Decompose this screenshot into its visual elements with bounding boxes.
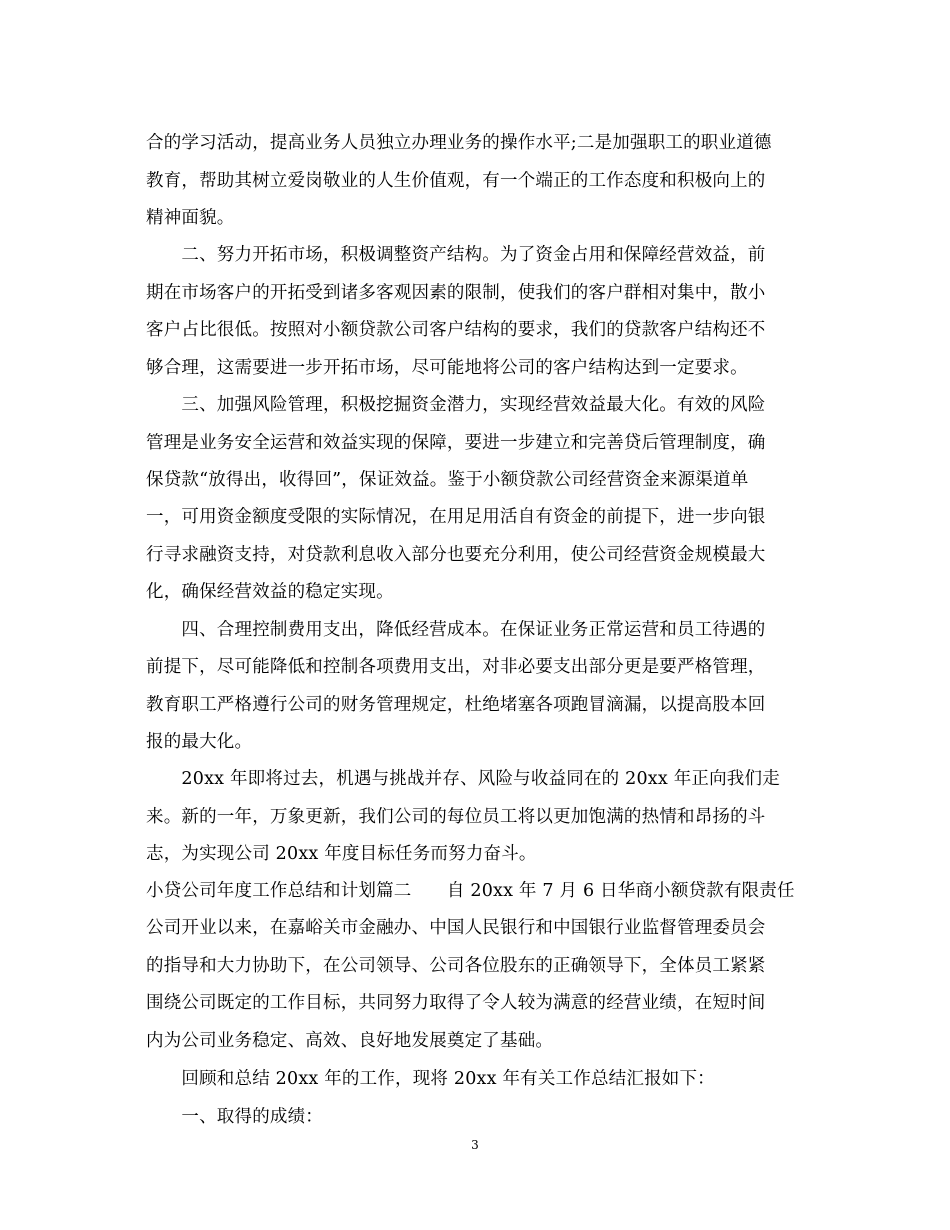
body-line: 围绕公司既定的工作目标，共同努力取得了令人较为满意的经营业绩，在短时间 [146,993,766,1013]
body-line: 一，可用资金额度受限的实际情况，在用足用活自有资金的前提下，进一步向银 [146,507,766,527]
body-line: 行寻求融资支持，对贷款利息收入部分也要充分利用，使公司经营资金规模最大 [146,545,766,565]
section-heading-line: 小贷公司年度工作总结和计划篇二 自 20xx 年 7 月 6 日华商小额贷款有限责任 [146,881,795,901]
body-line: 来。新的一年，万象更新，我们公司的每位员工将以更加饱满的热情和昂扬的斗 [146,807,766,827]
body-line: 的指导和大力协助下，在公司领导、公司各位股东的正确领导下，全体员工紧紧 [146,956,766,976]
body-line: 前提下，尽可能降低和控制各项费用支出，对非必要支出部分更是要严格管理， [146,657,766,677]
body-line: 客户占比很低。按照对小额贷款公司客户结构的要求，我们的贷款客户结构还不 [146,320,766,340]
body-line: 教育职工严格遵行公司的财务管理规定，杜绝堵塞各项跑冒滴漏，以提高股本回 [146,695,766,715]
body-line: 期在市场客户的开拓受到诸多客观因素的限制，使我们的客户群相对集中，散小 [146,283,766,303]
body-line: 回顾和总结 20xx 年的工作，现将 20xx 年有关工作总结汇报如下： [146,1069,715,1089]
body-line: 教育，帮助其树立爱岗敬业的人生价值观，有一个端正的工作态度和积极向上的 [146,171,766,191]
body-line: 三、加强风险管理，积极挖掘资金潜力，实现经营效益最大化。有效的风险 [146,395,766,415]
body-line: 内为公司业务稳定、高效、良好地发展奠定了基础。 [146,1031,554,1051]
body-line: 保贷款“放得出，收得回”，保证效益。鉴于小额贷款公司经营资金来源渠道单 [146,470,749,490]
body-line: 管理是业务安全运营和效益实现的保障，要进一步建立和完善贷后管理制度，确 [146,433,766,453]
body-line: 化，确保经营效益的稳定实现。 [146,582,394,602]
page-number: 3 [471,1138,479,1152]
body-line: 一、取得的成绩： [146,1107,323,1127]
body-line: 二、努力开拓市场，积极调整资产结构。为了资金占用和保障经营效益，前 [146,245,766,265]
body-line: 合的学习活动，提高业务人员独立办理业务的操作水平;二是加强职工的职业道德 [146,133,772,153]
body-line: 公司开业以来，在嘉峪关市金融办、中国人民银行和中国银行业监督管理委员会 [146,918,766,938]
body-line: 够合理，这需要进一步开拓市场，尽可能地将公司的客户结构达到一定要求。 [146,358,748,378]
body-line: 精神面貌。 [146,208,235,228]
body-line: 报的最大化。 [146,732,253,752]
body-line: 四、合理控制费用支出，降低经营成本。在保证业务正常运营和员工待遇的 [146,620,766,640]
body-line: 志，为实现公司 20xx 年度目标任务而努力奋斗。 [146,844,537,864]
body-line: 20xx 年即将过去，机遇与挑战并存、风险与收益同在的 20xx 年正向我们走 [146,769,780,789]
